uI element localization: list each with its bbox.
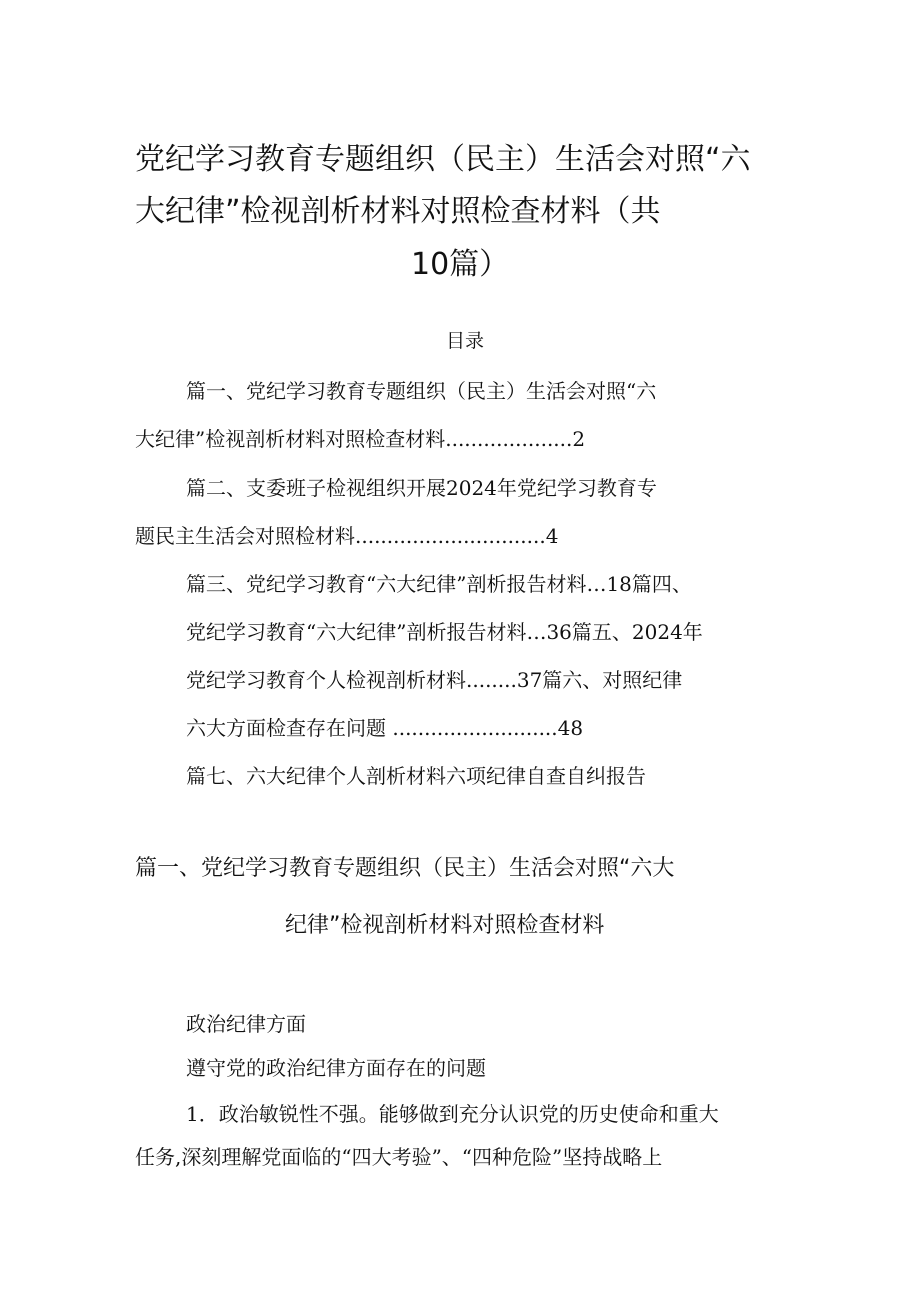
toc-line: 党纪学习教育个人检视剖析材料........37篇六、对照纪律 (186, 668, 683, 692)
section-title-line-1: 篇一、党纪学习教育专题组织（民主）生活会对照“六大 (135, 856, 675, 881)
document-title-line-2: 大纪律”检视剖析材料对照检查材料（共 (135, 194, 661, 229)
section-title-line-2: 纪律”检视剖析材料对照检查材料 (285, 913, 605, 938)
toc-line: 篇二、支委班子检视组织开展2024年党纪学习教育专 (186, 476, 657, 500)
toc-line: 党纪学习教育“六大纪律”剖析报告材料…36篇五、2024年 (186, 620, 703, 644)
body-paragraph-line: 任务,深刻理解党面临的“四大考验”、“四种危险”坚持战略上 (135, 1145, 663, 1169)
toc-line: 题民主生活会对照检材料..............................4 (135, 524, 559, 548)
body-paragraph-line: 1．政治敏锐性不强。能够做到充分认识党的历史使命和重大 (186, 1102, 719, 1126)
toc-line: 篇七、六大纪律个人剖析材料六项纪律自查自纠报告 (186, 764, 646, 788)
toc-line: 大纪律”检视剖析材料对照检查材料....................2 (135, 427, 586, 451)
document-title-line-3: 10篇） (411, 247, 510, 282)
toc-line: 六大方面检查存在问题 ..........................48 (186, 716, 584, 740)
toc-heading: 目录 (446, 330, 485, 352)
toc-line: 篇三、党纪学习教育“六大纪律”剖析报告材料…18篇四、 (186, 572, 692, 596)
subheading-political-discipline: 政治纪律方面 (186, 1012, 306, 1036)
toc-line: 篇一、党纪学习教育专题组织（民主）生活会对照“六 (186, 379, 657, 403)
document-title-line-1: 党纪学习教育专题组织（民主）生活会对照“六 (135, 142, 751, 177)
subheading-problems: 遵守党的政治纪律方面存在的问题 (186, 1056, 486, 1080)
